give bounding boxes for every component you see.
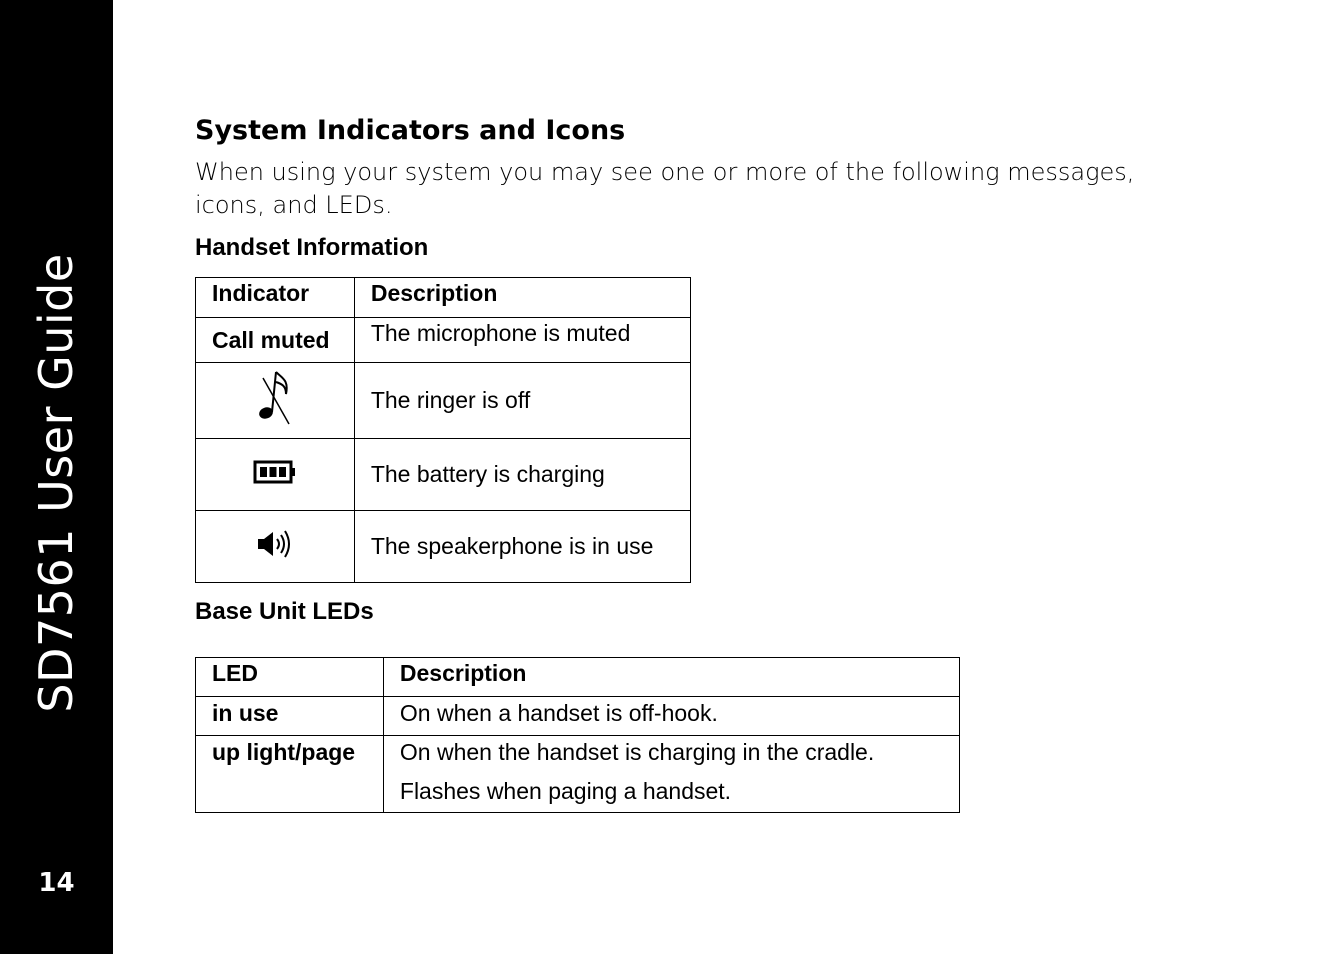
handset-heading: Handset Information: [195, 234, 429, 261]
guide-title: SD7561 User Guide: [29, 253, 83, 713]
base-heading: Base Unit LEDs: [195, 598, 374, 625]
table-row: [196, 697, 960, 736]
table-header-row: [196, 278, 691, 318]
led-up-light-page: up light/page: [196, 736, 384, 813]
table-row: [196, 439, 691, 511]
icon-cell: [196, 511, 355, 583]
header-led: LED: [196, 658, 384, 697]
handset-table: [195, 277, 691, 583]
ringer-off-icon: [255, 368, 295, 428]
page-number: 14: [38, 868, 75, 898]
description-cell: On when a handset is off-hook.: [383, 697, 959, 736]
table-row: [196, 363, 691, 439]
main-content: [195, 112, 1195, 804]
led-in-use: in use: [196, 697, 384, 736]
header-indicator: Indicator: [196, 278, 355, 318]
intro-paragraph: When using your system you may see one or more of the following messages, icons, and LEDs.: [195, 158, 1135, 219]
battery-charging-icon: [253, 460, 297, 484]
description-line: Flashes when paging a handset.: [399, 778, 732, 804]
table-row: [196, 318, 691, 363]
header-description: Description: [354, 278, 690, 318]
sidebar: [0, 0, 113, 954]
icon-cell: [196, 439, 355, 511]
description-cell: The battery is charging: [354, 439, 690, 511]
description-cell: [383, 736, 959, 813]
description-cell: The microphone is muted: [354, 318, 690, 363]
header-description: Description: [383, 658, 959, 697]
description-line: On when the handset is charging in the cradle.: [399, 739, 875, 765]
table-header-row: [196, 658, 960, 697]
indicator-call-muted: Call muted: [196, 318, 355, 363]
speakerphone-icon: [255, 529, 295, 559]
base-led-table: [195, 657, 960, 813]
page-title: System Indicators and Icons: [195, 115, 626, 146]
table-row: [196, 736, 960, 813]
icon-cell: [196, 363, 355, 439]
description-cell: The ringer is off: [354, 363, 690, 439]
table-row: [196, 511, 691, 583]
description-cell: The speakerphone is in use: [354, 511, 690, 583]
